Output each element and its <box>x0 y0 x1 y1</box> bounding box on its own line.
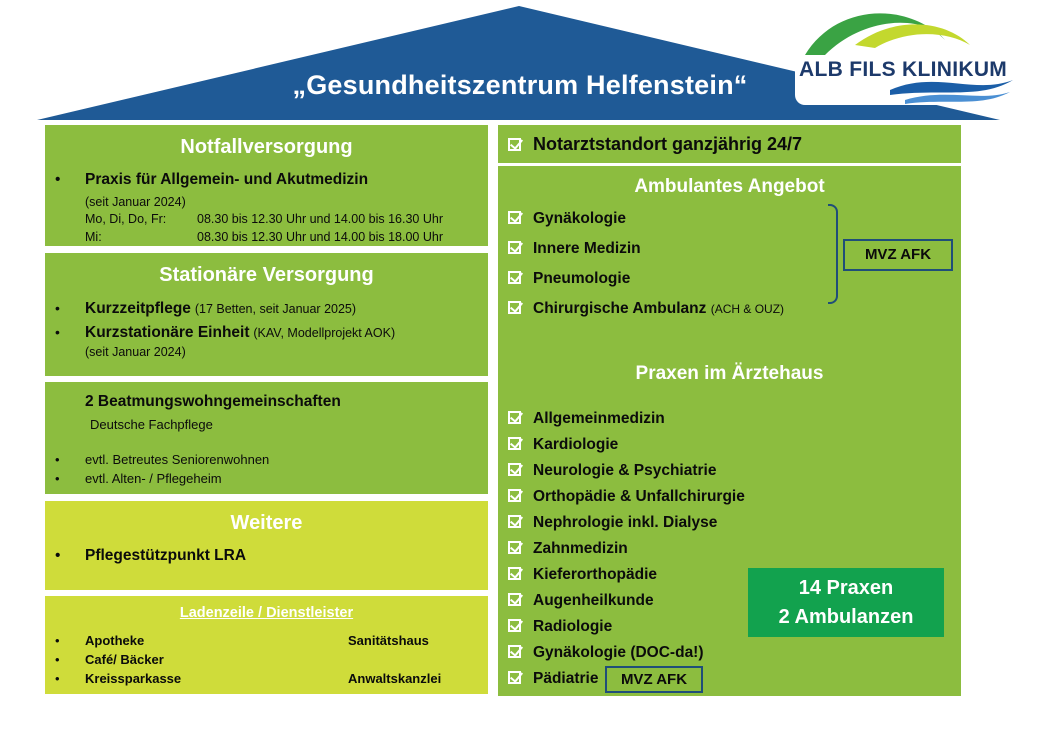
hours-time-2: 08.30 bis 12.30 Uhr und 14.00 bis 18.00 Uhr <box>197 230 444 244</box>
checkbox-icon <box>508 619 521 632</box>
praxen-item: Kardiologie <box>508 436 618 454</box>
checkbox-icon <box>508 541 521 554</box>
ambulant-item-2: Innere Medizin <box>508 240 641 258</box>
praxen-mvz-tag: MVZ AFK <box>605 666 703 693</box>
laden-left-2: • Café/ Bäcker <box>85 652 164 667</box>
checkbox-icon <box>508 411 521 424</box>
praxen-item: Augenheilkunde <box>508 592 654 610</box>
stationaer-item-2-note: (seit Januar 2024) <box>85 345 186 359</box>
hours-days-2: Mi: <box>85 230 102 244</box>
notarzt-box <box>498 125 961 163</box>
stationaer-item-2: • Kurzstationäre Einheit (KAV, Modellprojekt AOK) <box>85 324 395 342</box>
hours-days-1: Mo, Di, Do, Fr: <box>85 212 167 226</box>
logo-text: ALB FILS KLINIKUM <box>799 58 1008 81</box>
stationaer-item-1: • Kurzzeitpflege (17 Betten, seit Januar 2025) <box>85 300 356 318</box>
notfall-title: Notfallversorgung <box>180 136 353 158</box>
notfall-box <box>45 125 488 246</box>
praxen-item: Gynäkologie (DOC-da!) <box>508 644 704 662</box>
praxen-count-badge <box>748 568 944 637</box>
ambulant-item-4: Chirurgische Ambulanz (ACH & OUZ) <box>508 300 784 318</box>
ambulant-item-1: Gynäkologie <box>508 210 626 228</box>
laden-right-1: Sanitätshaus <box>348 633 429 648</box>
praxen-item: Neurologie & Psychiatrie <box>508 462 716 480</box>
weitere-box <box>45 501 488 590</box>
checkbox-icon <box>508 463 521 476</box>
praxen-item: Pädiatrie <box>508 670 598 688</box>
notfall-since: (seit Januar 2024) <box>85 195 186 209</box>
notarzt-row: Notarztstandort ganzjährig 24/7 <box>508 134 802 155</box>
praxen-item: Kieferorthopädie <box>508 566 657 584</box>
praxen-item: Orthopädie & Unfallchirurgie <box>508 488 745 506</box>
ambulant-title: Ambulantes Angebot <box>634 176 825 197</box>
checkbox-icon <box>508 489 521 502</box>
logo <box>795 0 1020 105</box>
page-title: „Gesundheitszentrum Helfenstein“ <box>292 70 748 100</box>
checkbox-icon <box>508 271 521 284</box>
hours-time-1: 08.30 bis 12.30 Uhr und 14.00 bis 16.30 Uhr <box>197 212 444 226</box>
roof-bottom-line <box>37 120 1000 122</box>
beatmung-title: 2 Beatmungswohngemeinschaften <box>85 393 341 410</box>
laden-right-2: Anwaltskanzlei <box>348 671 442 686</box>
checkbox-icon <box>508 138 521 151</box>
praxen-item: Radiologie <box>508 618 612 636</box>
checkbox-icon <box>508 567 521 580</box>
laden-title: Ladenzeile / Dienstleister <box>179 605 354 621</box>
ambulant-bracket <box>828 204 838 304</box>
laden-left-3: • Kreissparkasse <box>85 671 181 686</box>
checkbox-icon <box>508 645 521 658</box>
stationaer-box <box>45 253 488 376</box>
checkbox-icon <box>508 301 521 314</box>
laden-box <box>45 596 488 694</box>
checkbox-icon <box>508 241 521 254</box>
ambulant-mvz-tag: MVZ AFK <box>843 239 953 271</box>
checkbox-icon <box>508 593 521 606</box>
ambulant-item-3: Pneumologie <box>508 270 630 288</box>
stationaer-title: Stationäre Versorgung <box>159 264 374 286</box>
praxen-item: Nephrologie inkl. Dialyse <box>508 514 717 532</box>
weitere-title: Weitere <box>230 512 303 534</box>
praxen-item: Zahnmedizin <box>508 540 628 558</box>
badge-line-1: 14 Praxen <box>798 577 894 599</box>
notfall-item: • Praxis für Allgemein- und Akutmedizin <box>85 171 368 189</box>
checkbox-icon <box>508 671 521 684</box>
checkbox-icon <box>508 437 521 450</box>
praxen-title: Praxen im Ärztehaus <box>635 363 824 384</box>
laden-left-1: • Apotheke <box>85 633 144 648</box>
beatmung-item-1: • evtl. Betreutes Seniorenwohnen <box>85 452 269 467</box>
beatmung-subtitle: Deutsche Fachpflege <box>90 417 213 432</box>
checkbox-icon <box>508 515 521 528</box>
checkbox-icon <box>508 211 521 224</box>
right-main-box <box>498 166 961 696</box>
logo-arc-icon <box>795 0 1020 105</box>
badge-line-2: 2 Ambulanzen <box>778 606 914 628</box>
weitere-item: • Pflegestützpunkt LRA <box>85 547 246 565</box>
praxen-item: Allgemeinmedizin <box>508 410 665 428</box>
beatmung-box <box>45 382 488 494</box>
beatmung-item-2: • evtl. Alten- / Pflegeheim <box>85 471 222 486</box>
